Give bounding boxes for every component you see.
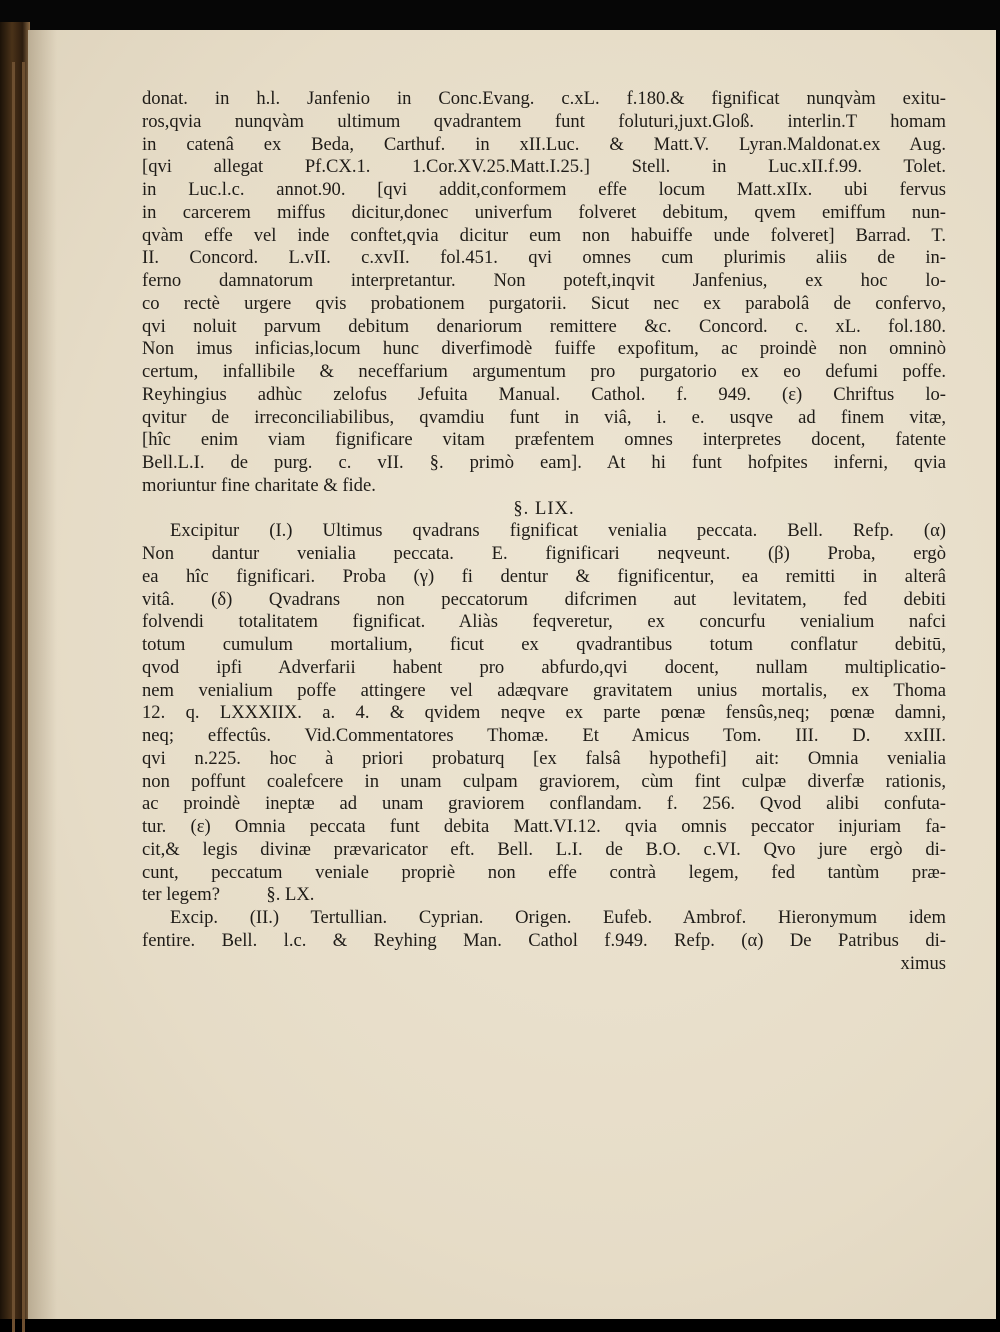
text-line: ac proindè ineptæ ad unam graviorem conflandam. f. 256. Qvod alibi confuta- xyxy=(142,793,946,815)
text-line: [qvi allegat Pf.CX.1. 1.Cor.XV.25.Matt.I.25.] Stell. in Luc.xII.f.99. Tolet. xyxy=(142,156,946,178)
text-line: qvi n.225. hoc à priori probaturq [ex falsâ hypothefi] ait: Omnia venialia xyxy=(142,747,946,769)
section-heading: §. LIX. xyxy=(513,497,575,519)
text-line: folvendi totalitatem fignificat. Aliàs feqveretur, ex concurfu venialium nafci xyxy=(142,611,946,633)
text-line: tur. (ε) Omnia peccata funt debita Matt.VI.12. qvia omnis peccator injuriam fa- xyxy=(142,816,946,837)
text-line: in Luc.l.c. annot.90. [qvi addit,conformem effe locum Matt.xIIx. ubi fervus xyxy=(142,179,946,200)
text-line: donat. in h.l. Janfenio in Conc.Evang. c.xL. f.180.& fignificat nunqvàm exitu- xyxy=(142,88,946,109)
text-line: ea hîc fignificari. Proba (γ) fi dentur & fignificentur, ea remitti in alterâ xyxy=(142,565,946,587)
text-line: certum, infallibile & neceffarium argumentum pro purgatorio ex eo defumi poffe. xyxy=(142,361,946,382)
text-line: Excip. (II.) Tertullian. Cyprian. Origen. Eufeb. Ambrof. Hieronymum idem xyxy=(170,907,946,928)
text-line: vitâ. (δ) Qvadrans non peccatorum difcrimen aut levitatem, fed debiti xyxy=(142,588,946,610)
text-line: qvi noluit parvum debitum denariorum remittere &c. Concord. c. xL. fol.180. xyxy=(142,315,946,337)
text-line-with-section-heading: ter legem? §. LX. xyxy=(142,884,315,906)
text-line: [hîc enim viam fignificare vitam præfentem omnes interpretes docent, fatente xyxy=(142,429,946,451)
book-spine xyxy=(0,22,30,1319)
spine-line xyxy=(12,62,15,1332)
text-line: Bell.L.I. de purg. c. vII. §. primò eam]. At hi funt hofpites inferni, qvia xyxy=(142,452,946,473)
catchword: ximus xyxy=(900,952,946,974)
text-line: ferno damnatorum interpretantur. Non poteft,inqvit Janfenius, ex hoc lo- xyxy=(142,270,946,291)
text-line: qvitur de irreconciliabilibus, qvamdiu funt in viâ, i. e. usqve ad finem vitæ, xyxy=(142,406,946,428)
text-line: ros,qvia nunqvàm ultimum qvadrantem funt foluturi,juxt.Gloß. interlin.T homam xyxy=(142,110,946,132)
text-line: fentire. Bell. l.c. & Reyhing Man. Cathol f.949. Refp. (α) De Patribus di- xyxy=(142,929,946,951)
top-dark-band xyxy=(0,0,1000,30)
text-line: II. Concord. L.vII. c.xvII. fol.451. qvi omnes cum plurimis aliis de in- xyxy=(142,247,946,269)
text-line: co rectè urgere qvis probationem purgatorii. Sicut nec ex parabolâ de confervo, xyxy=(142,292,946,314)
text-line: nem venialium poffe attingere vel adæqvare gravitatem unius mortalis, ex Thoma xyxy=(142,679,946,701)
text-line: in carcerem miffus dicitur,donec univerfum folveret debitum, qvem emiffum nun- xyxy=(142,201,946,223)
text-line: qvod ipfi Adverfarii habent pro abfurdo,qvi docent, nullam multiplicatio- xyxy=(142,656,946,678)
text-line: neq; effectûs. Vid.Commentatores Thomæ. Et Amicus Tom. III. D. xxIII. xyxy=(142,725,946,746)
text-line: Non dantur venialia peccata. E. fignificari neqveunt. (β) Proba, ergò xyxy=(142,543,946,564)
text-line: moriuntur fine charitate & fide. xyxy=(142,474,376,496)
text-line: cunt, peccatum veniale propriè non effe contrà legem, fed tantùm præ- xyxy=(142,861,946,883)
text-line: totum cumulum mortalium, ficut ex qvadrantibus totum conflatur debitū, xyxy=(142,634,946,655)
spine-line xyxy=(22,62,25,1332)
text-line: Non imus inficias,locum hunc diverfimodè fuiffe expofitum, ac proindè non omninò xyxy=(142,338,946,360)
text-line: cit,& legis divinæ prævaricator eft. Bell. L.I. de B.O. c.VI. Qvo jure ergò di- xyxy=(142,838,946,860)
text-line: Excipitur (I.) Ultimus qvadrans fignificat venialia peccata. Bell. Refp. (α) xyxy=(170,520,946,542)
text-line: non poffunt coalefcere in unam culpam graviorem, cùm fint culpæ diverfæ rationis, xyxy=(142,770,946,792)
page-text xyxy=(142,88,946,975)
text-line: in catenâ ex Beda, Carthuf. in xII.Luc. & Matt.V. Lyran.Maldonat.ex Aug. xyxy=(142,133,946,155)
text-line: 12. q. LXXXIIX. a. 4. & qvidem neqve ex parte pœnæ fensûs,neq; pœnæ damni, xyxy=(142,702,946,724)
text-line: Reyhingius adhùc zelofus Jefuita Manual. Cathol. f. 949. (ε) Chriftus lo- xyxy=(142,383,946,405)
text-line: qvàm effe vel inde conftet,qvia dicitur eum non habuiffe unde folveret] Barrad. T. xyxy=(142,224,946,246)
